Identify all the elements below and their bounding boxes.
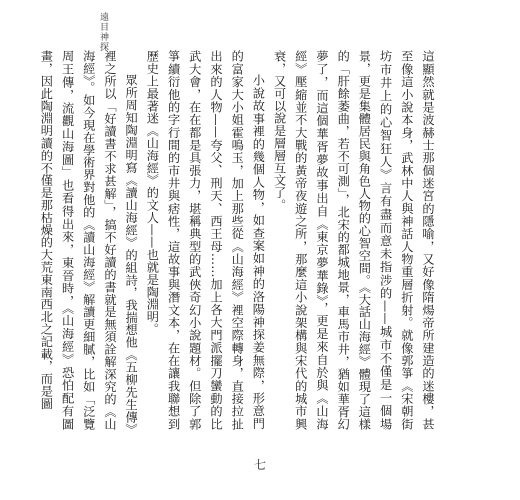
body-text [35,50,438,430]
page-number: 七 [253,458,266,472]
running-head: 遠目神探 [98,12,108,52]
paragraph-1: 這顯然就是波赫士那個迷宮的隱喻，又好像隋煬帝所建造的迷樓，甚至像這小說本身，武林中人與神話人物重層折射。就像郭箏《宋朝街坊市井上的心智狂人》言有盡而意未指涉的——城市不僅是一個場景，更是集體居民與角色人物的心智空間。《大話山海經》體現了這樣的「肝餘萎曲，若不可測」，北宋的都城地景，車馬市井，猶如華胥幻夢了，而這個華胥夢故事出自《東京夢華錄》，更是來自於與《山海經》壓縮並不大戰的黃帝夜遊之所，那麼這小說架構與宋代的城市興衰，又可以說是層層互文了。 [272,50,435,430]
paragraph-2: 小說故事裡的幾個人物，如查案如神的洛陽神探姜無際，形意門的富家大小姐霍鳴玉，加上那些從《山海經》裡空際轉身，直接拉扯出來的人物——夸父、刑天、西王母……加上各大門派擺刀蠻動的比武大會，在在都是具張力，堪稱典型的武俠奇幻小說題材。但除了郭箏續衍他的字行間的市井與痞性，這故事與潛文本，在在讓我聯想到歷史上最著迷《山海經》的文人——也就是陶淵明。 [145,50,266,430]
paragraph-3: 眾所周知陶淵明寫《讀山海經》的組詩，我揣想他《五柳先生傳》裡之所以「好讀書不求甚解」，搞不好讀的書就是無須詮解深究的《山海經》。如今現在學術界對他的《讀山海經》解讀更細膩，比如「泛覽周王傳，流觀山海圖」也看得出來，東晉時，《山海經》恐怕配有圖畫，因此陶淵明讀的不僅是那枯燥的大荒東南西北之記載，而是圖 [39,50,139,430]
